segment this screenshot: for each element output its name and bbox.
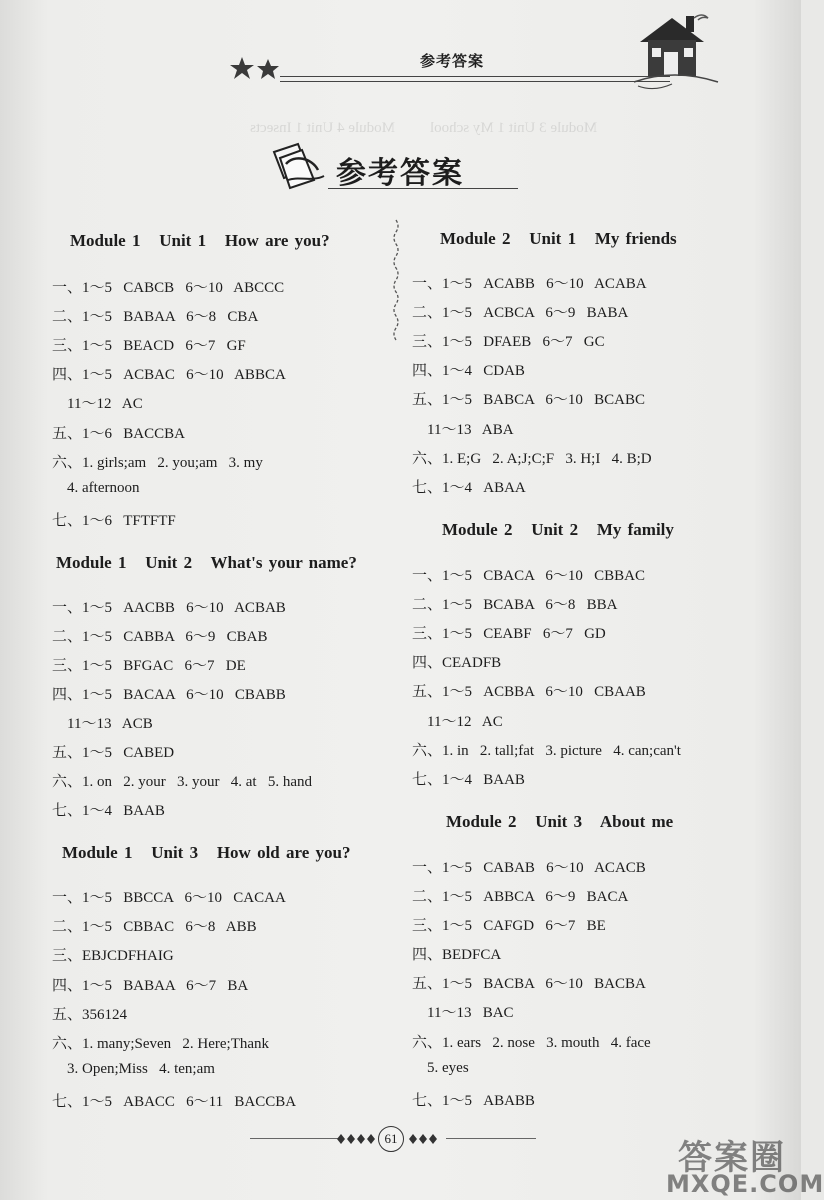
- answer-row: 11～12 AC: [412, 714, 503, 730]
- footer-rule-right: [446, 1138, 536, 1139]
- answer-row: 一、1～5 ACABB 6～10 ACABA: [412, 276, 647, 292]
- answer-row: 5. eyes: [412, 1060, 469, 1076]
- answer-row: 五、1～5 BACBA 6～10 BACBA: [412, 976, 646, 992]
- section-title: Module 1 Unit 1 How are you?: [70, 231, 330, 250]
- answer-row: 七、1～4 BAAB: [412, 772, 525, 788]
- diamonds-right-icon: [408, 1132, 450, 1150]
- bleed-through-text: Module 4 Unit 1 Insects: [250, 120, 395, 136]
- stars-icon: [228, 56, 288, 87]
- answer-row: 六、1. ears 2. nose 3. mouth 4. face: [412, 1035, 651, 1051]
- watermark-logo: [660, 1130, 824, 1200]
- answer-row: 五、1～5 CABED: [52, 745, 175, 761]
- answer-row: 二、1～5 BABAA 6～8 CBA: [52, 309, 259, 325]
- section-title: Module 2 Unit 2 My family: [442, 520, 674, 539]
- answer-row: 六、1. E;G 2. A;J;C;F 3. H;I 4. B;D: [412, 451, 652, 467]
- answer-row: 三、1～5 DFAEB 6～7 GC: [412, 334, 605, 350]
- main-title-block: [268, 140, 518, 196]
- page-footer: [250, 1120, 550, 1160]
- answer-row: 五、1～6 BACCBA: [52, 426, 185, 442]
- bleed-through-text: Module 3 Unit 1 My school: [430, 120, 598, 136]
- page-number: 61: [378, 1126, 404, 1152]
- answer-row: 三、1～5 CEABF 6～7 GD: [412, 626, 606, 642]
- answer-row: 一、1～5 CABAB 6～10 ACACB: [412, 860, 646, 876]
- watermark-text: 答案圈: [678, 1138, 786, 1178]
- notepad-icon: [268, 140, 330, 199]
- answer-row: 11～13 BAC: [412, 1005, 514, 1021]
- section-title: Module 1 Unit 3 How old are you?: [62, 843, 351, 862]
- running-header: [210, 40, 730, 110]
- answer-row: 3. Open;Miss 4. ten;am: [52, 1061, 215, 1077]
- answer-row: 11～13 ABA: [412, 422, 514, 438]
- answer-row: 三、1～5 BFGAC 6～7 DE: [52, 658, 246, 674]
- answer-row: 五、356124: [52, 1007, 128, 1023]
- answer-row: 五、1～5 BABCA 6～10 BCABC: [412, 392, 645, 408]
- answer-row: 二、1～5 ACBCA 6～9 BABA: [412, 305, 629, 321]
- page-title: 参考答案: [336, 156, 464, 191]
- header-title: 参考答案: [420, 52, 485, 70]
- answer-row: 四、1～5 BACAA 6～10 CBABB: [52, 687, 286, 703]
- answer-row: 七、1～4 ABAA: [412, 480, 526, 496]
- answer-row: 四、BEDFCA: [412, 947, 502, 963]
- answer-row: 一、1～5 BBCCA 6～10 CACAA: [52, 890, 286, 906]
- answer-row: 七、1～4 BAAB: [52, 803, 165, 819]
- title-rule: [328, 188, 518, 189]
- answer-row: 一、1～5 CABCB 6～10 ABCCC: [52, 280, 285, 296]
- diamonds-left-icon: [336, 1132, 378, 1150]
- house-icon: [630, 12, 720, 97]
- answer-row: 四、1～5 ACBAC 6～10 ABBCA: [52, 367, 286, 383]
- answer-row: 二、1～5 CBBAC 6～8 ABB: [52, 919, 257, 935]
- answer-row: 六、1. on 2. your 3. your 4. at 5. hand: [52, 774, 312, 790]
- answer-row: 四、CEADFB: [412, 655, 502, 671]
- answer-row: 二、1～5 BCABA 6～8 BBA: [412, 597, 618, 613]
- answer-row: 11～13 ACB: [52, 716, 153, 732]
- header-rule: [280, 76, 670, 82]
- answer-row: 六、1. many;Seven 2. Here;Thank: [52, 1036, 270, 1052]
- answer-row: 六、1. girls;am 2. you;am 3. my: [52, 455, 263, 471]
- answer-row: 二、1～5 ABBCA 6～9 BACA: [412, 889, 629, 905]
- answer-row: 七、1～5 ABACC 6～11 BACCBA: [52, 1094, 297, 1110]
- answer-row: 三、EBJCDFHAIG: [52, 948, 174, 964]
- answer-row: 一、1～5 AACBB 6～10 ACBAB: [52, 600, 286, 616]
- section-title: Module 2 Unit 3 About me: [446, 812, 674, 831]
- answer-row: 4. afternoon: [52, 480, 140, 496]
- section-title: Module 2 Unit 1 My friends: [440, 229, 677, 248]
- answer-row: 一、1～5 CBACA 6～10 CBBAC: [412, 568, 645, 584]
- answer-row: 四、1～5 BABAA 6～7 BA: [52, 978, 249, 994]
- answer-row: 三、1～5 BEACD 6～7 GF: [52, 338, 246, 354]
- answer-row: 二、1～5 CABBA 6～9 CBAB: [52, 629, 268, 645]
- answer-row: 六、1. in 2. tall;fat 3. picture 4. can;can't: [412, 743, 681, 759]
- answer-row: 四、1～4 CDAB: [412, 363, 525, 379]
- section-title: Module 1 Unit 2 What's your name?: [56, 553, 357, 572]
- watermark-url: MXQE.COM: [666, 1170, 824, 1198]
- column-divider: [392, 220, 400, 1110]
- answer-row: 三、1～5 CAFGD 6～7 BE: [412, 918, 606, 934]
- answer-row: 七、1～6 TFTFTF: [52, 513, 176, 529]
- answer-row: 七、1～5 ABABB: [412, 1093, 535, 1109]
- answer-row: 五、1～5 ACBBA 6～10 CBAAB: [412, 684, 646, 700]
- footer-rule-left: [250, 1138, 340, 1139]
- answer-row: 11～12 AC: [52, 396, 143, 412]
